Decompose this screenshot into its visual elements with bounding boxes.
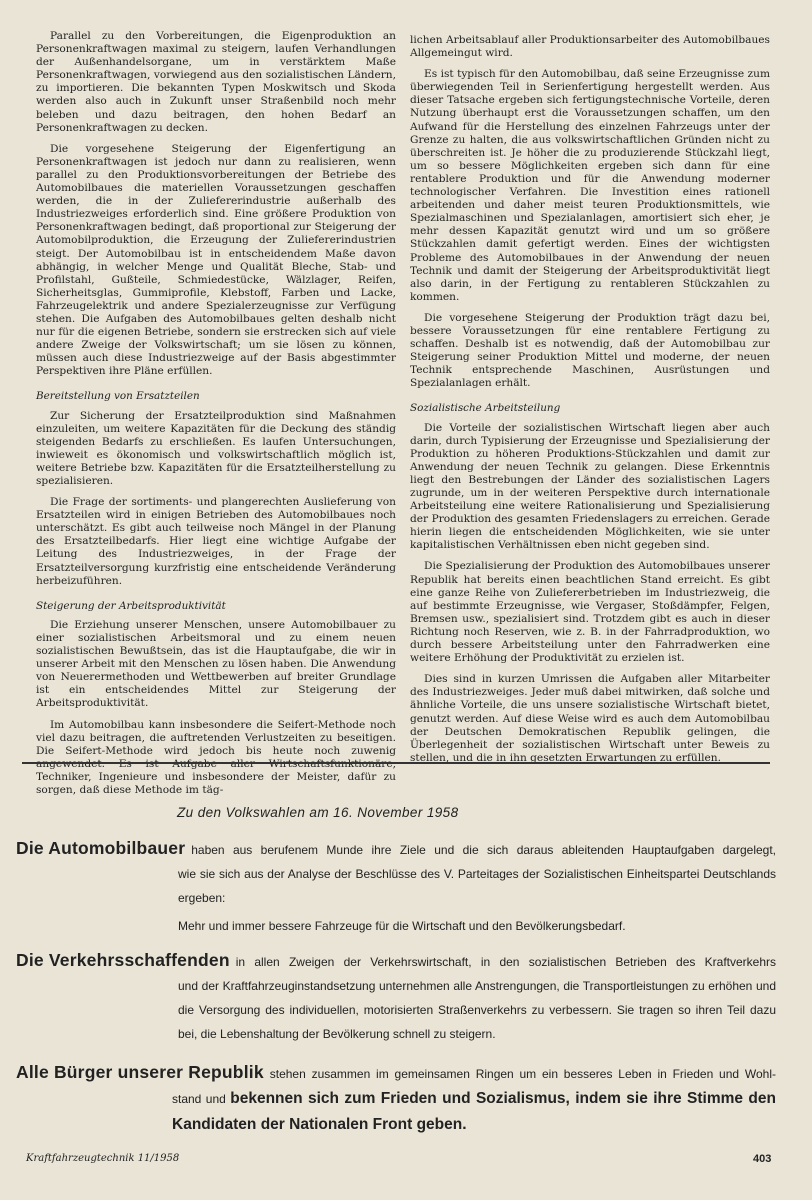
journal-reference: Kraftfahrzeugtechnik 11/1958 bbox=[26, 1153, 180, 1164]
appeal-lead: Die Automobilbauer bbox=[16, 838, 186, 858]
appeal-text: stand und bbox=[172, 1092, 226, 1106]
paragraph: Es ist typisch für den Automobilbau, daß seine Erzeugnisse zum überwiegenden Teil in Serienfertigung hergestellt werden. Aus dieser Tatsache ergeben sich fertigungstechnische Vorteile, deren Nutzung überhaupt erst die Voraussetzungen schaffen, um den Aufwand für die Herstellung des einzelnen Fahrzeugs unter der Grenze zu halten, die aus volkswirtschaftlichen Gründen nicht zu überschreiten ist. Je höher die zu produzierende Stückzahl liegt, um so bessere Möglichkeiten ergeben sich dann für eine rentablere Produktion und für die Anwendung moderner technologischer Verfahren. Die Investition eines rationell arbeitenden und daher meist teuren Produktionsmittels, wie Spezialmaschinen und Spezialanlagen, amortisiert sich eher, je mehr dessen Kapazität genutzt wird und um so größere Stückzahlen damit gefertigt werden. Eines der wichtigsten Probleme des Automobilbaues in der Anwendung der neuen Technik und damit der Steigerung der Arbeitsproduktivität liegt also darin, in der Fertigung zu rentableren Stückzahlen zu kommen. bbox=[410, 68, 770, 303]
appeal-goal: Mehr und immer bessere Fahrzeuge für die Wirtschaft und den Bevölkerungsbedarf. bbox=[178, 919, 626, 933]
appeal-text: stehen zusammen im gemeinsamen Ringen um ein besseres Leben in Frieden und Wohl- bbox=[269, 1067, 776, 1081]
appeal-text: wie sie sich aus der Analyse der Beschlüsse des V. Parteitages der Sozialistischen Einheitspartei Deutschlands ergeben: bbox=[178, 867, 776, 905]
appeal-block-automobilbauer bbox=[16, 838, 776, 938]
section-heading: Steigerung der Arbeitsproduktivität bbox=[36, 599, 226, 612]
paragraph: Die Frage der sortiments- und plangerechten Auslieferung von Ersatzteilen wird in einigen Betrieben des Automobilbaues noch unterschätzt. Es gibt auch teilweise noch Mängel in der Planung des Ersatzteilbedarfs. Hier liegt eine wichtige Aufgabe der Leitung des Industriezweiges, in der Frage der Ersatzteilversorgung kurzfristig eine entscheidende Veränderung herbeizuführen. bbox=[36, 496, 396, 587]
appeal-lead: Alle Bürger unserer Republik bbox=[16, 1062, 264, 1082]
paragraph: Die Vorteile der sozialistischen Wirtschaft liegen aber auch darin, durch Typisierung der Erzeugnisse und Spezialisierung der Produktion zu höheren Produktions-Stückzahlen und damit zur Anwendung der neuen Technik zu gelangen. Diese Erkenntnis liegt den Bestrebungen der Länder des sozialistischen Lagers zugrunde, um in der weiteren Perspektive durch internationale Arbeitsteilung eine weitere Rationalisierung und Spezialisierung der Produktion des gesamten Friedenslagers zu erreichen. Gerade hierin liegen die entscheidenden Möglichkeiten, wie sie unter kapitalistischen Verhältnissen eben nicht gegeben sind. bbox=[410, 421, 770, 552]
appeal-text: in allen Zweigen der Verkehrswirtschaft, in den sozialistischen Betrieben des Kraftverkehrs bbox=[235, 955, 776, 969]
appeal-emphasis: bekennen sich zum Frieden und Sozialismus, indem sie ihre Stimme den Kandidaten der Nationalen Front geben. bbox=[172, 1090, 776, 1133]
paragraph: Zur Sicherung der Ersatzteilproduktion sind Maßnahmen einzuleiten, um weitere Kapazitäten für die Deckung des ständig steigenden Bedarfs zu erschließen. Es laufen Untersuchungen, inwieweit es ökonomisch und volkswirtschaftlich möglich ist, weitere Betriebe bzw. Kapazitäten für die Ersatzteilherstellung zu spezialisieren. bbox=[36, 409, 396, 487]
left-text-column bbox=[36, 30, 396, 805]
section-heading: Bereitstellung von Ersatzteilen bbox=[36, 390, 200, 403]
section-heading: Sozialistische Arbeitsteilung bbox=[410, 402, 561, 415]
appeal-title: Zu den Volkswahlen am 16. November 1958 bbox=[177, 805, 459, 820]
appeal-text: und der Kraftfahrzeuginstandsetzung unternehmen alle Anstrengungen, die Transportleistungen zu erhöhen und die Versorgung des individuellen, motorisierten Straßenverkehrs zu verbessern. Sie tragen so ihren Teil dazu bei, die Lebenshaltung der Bevölkerung schnell zu steigern. bbox=[178, 979, 776, 1041]
paragraph: Die vorgesehene Steigerung der Eigenfertigung an Personenkraftwagen ist jedoch nur dann zu realisieren, wenn parallel zu den Produktionsvorbereitungen der Betriebe des Automobilbaues die materiellen Voraussetzungen geschaffen werden, die in der Zuliefererindustrie außerhalb des Industriezweiges erforderlich sind. Eine größere Produktion von Personenkraftwagen bedingt, daß proportional zur Steigerung der Automobilproduktion, die Erzeugung der Zuliefererindustrien steigt. Der Automobilbau ist in entscheidendem Maße davon abhängig, in welcher Menge und Qualität Bleche, Stab- und Profilstahl, Gußteile, Schmiedestücke, Wälzlager, Reifen, Sicherheitsglas, Gummiprofile, Klebstoff, Farben und Lacke, Fahrzeugelektrik und andere Spezialerzeugnisse zur Verfügung stehen. Die Aufgaben des Automobilbaues gelten deshalb nicht nur für die eigenen Betriebe, sondern sie erstrecken sich auf viele andere Zweige der Volkswirtschaft; um sie lösen zu können, müssen auch diese Industriezweige auf der Basis abgestimmter Perspektiven ihre Pläne erfüllen. bbox=[36, 142, 396, 378]
paragraph: Parallel zu den Vorbereitungen, die Eigenproduktion an Personenkraftwagen maximal zu steigern, laufen Verhandlungen der Außenhandelsorgane, um in verstärktem Maße Personenkraftwagen, vorwiegend aus den sozialistischen Ländern, zu importieren. Die bekannten Typen Moskwitsch und Skoda werden also auch in Zukunft unser Straßenbild noch mehr beleben und dazu beitragen, den hohen Bedarf an Personenkraftwagen zu decken. bbox=[36, 30, 396, 134]
horizontal-divider bbox=[22, 762, 770, 764]
appeal-block-buerger bbox=[16, 1062, 776, 1138]
right-text-column bbox=[410, 34, 770, 773]
appeal-block-verkehrsschaffende bbox=[16, 950, 776, 1046]
appeal-text: haben aus berufenem Munde ihre Ziele und die sich daraus ableitenden Hauptaufgaben dargelegt, bbox=[191, 843, 776, 857]
paragraph: Die Erziehung unserer Menschen, unsere Automobilbauer zu einer sozialistischen Arbeitsmoral und zu einem neuen sozialistischen Bewußtsein, das ist die Hauptaufgabe, die wir in unserer Arbeit mit den Menschen zu lösen haben. Die Anwendung von Neuerermethoden und Wettbewerben auf breiter Grundlage ist ein entscheidendes Mittel zur Steigerung der Arbeitsproduktivität. bbox=[36, 618, 396, 710]
paragraph: lichen Arbeitsablauf aller Produktionsarbeiter des Automobilbaues Allgemeingut wird. bbox=[410, 34, 770, 60]
paragraph: Die Spezialisierung der Produktion des Automobilbaues unserer Republik hat bereits einen beachtlichen Stand erreicht. Es gibt eine ganze Reihe von Zuliefererbetrieben im Industriezweig, die auf bestimmte Erzeugnisse, wie Vergaser, Stoßdämpfer, Felgen, Bremsen usw., spezialisiert sind. Trotzdem gibt es auch in dieser Richtung noch Reserven, wie z. B. in der Fahrradproduktion, wo durch bessere Arbeitsteilung unter den Fahrradwerken eine weitere Erhöhung der Produktivität zu erzielen ist. bbox=[410, 560, 770, 665]
paragraph: Die vorgesehene Steigerung der Produktion trägt dazu bei, bessere Voraussetzungen für eine rentablere Fertigung zu schaffen. Deshalb ist es notwendig, daß der Automobilbau zur Steigerung seiner Produktion Mittel und moderne, der neuen Technik entsprechende Maschinen, Ausrüstungen und Spezialanlagen erhält. bbox=[410, 311, 770, 390]
paragraph: Im Automobilbau kann insbesondere die Seifert-Methode noch viel dazu beitragen, die auftretenden Verlustzeiten zu beseitigen. Die Seifert-Methode wird jedoch bis heute noch zuwenig angewendet. Es ist Aufgabe aller Wirtschaftsfunktionäre, Techniker, Ingenieure und insbesondere der Meister, dafür zu sorgen, daß diese Methode im täg- bbox=[36, 718, 396, 796]
paragraph: Dies sind in kurzen Umrissen die Aufgaben aller Mitarbeiter des Industriezweiges. Jeder muß dabei mitwirken, daß solche und ähnliche Vorteile, die uns unsere sozialistische Wirtschaft bietet, genutzt werden. Auf diese Weise wird es auch dem Automobilbau der Deutschen Demokratischen Republik gelingen, die Überlegenheit der sozialistischen Wirtschaft unter Beweis zu stellen, und die in ihn gesetzten Erwartungen zu erfüllen. bbox=[410, 673, 770, 764]
appeal-lead: Die Verkehrsschaffenden bbox=[16, 950, 230, 970]
page-number: 403 bbox=[753, 1153, 772, 1165]
